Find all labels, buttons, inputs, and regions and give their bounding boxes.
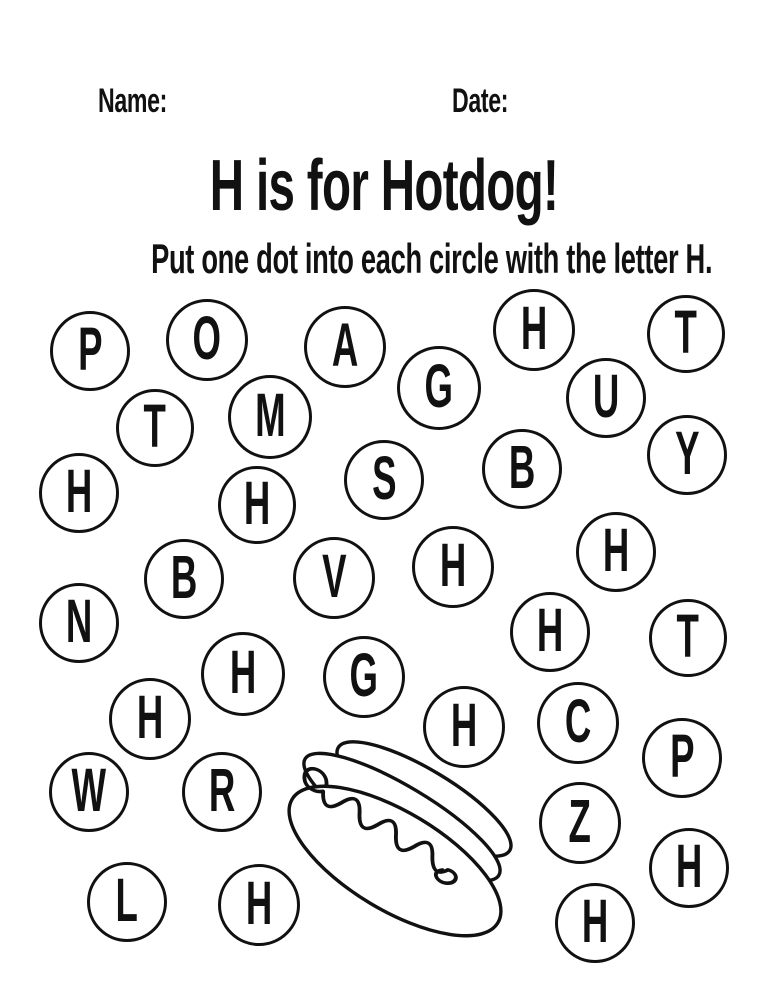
letter-circle[interactable] (539, 782, 621, 864)
letter-circle[interactable] (201, 632, 285, 716)
circle-letter: C (564, 686, 592, 755)
circle-letter: V (321, 541, 347, 610)
circle-letter: A (331, 310, 359, 379)
circle-letter: L (115, 865, 139, 934)
letter-circle[interactable] (510, 592, 590, 672)
letter-circle[interactable] (109, 678, 191, 760)
circle-letter: U (592, 361, 620, 430)
letter-circle[interactable] (293, 537, 375, 619)
circle-letter: O (192, 303, 222, 372)
letter-circle[interactable] (647, 415, 727, 495)
circle-letter: Z (568, 786, 592, 855)
circle-letter: H (243, 468, 271, 537)
letter-circle[interactable] (182, 752, 262, 832)
letter-circle[interactable] (647, 295, 725, 373)
circle-letter: H (581, 886, 609, 955)
letter-circle[interactable] (566, 358, 646, 438)
circle-letter: G (424, 351, 454, 420)
circle-letter: T (674, 297, 698, 366)
letter-circle[interactable] (649, 599, 727, 677)
circle-letter: P (669, 721, 695, 790)
date-label: Date: (452, 82, 509, 120)
letter-circle[interactable] (344, 440, 424, 520)
circle-letter: T (676, 601, 700, 670)
letter-circle[interactable] (555, 883, 635, 963)
letter-circle[interactable] (39, 453, 119, 533)
circle-letter: H (520, 293, 548, 362)
letter-circle[interactable] (642, 718, 722, 798)
page-title-text: H is for Hotdog! (209, 146, 559, 226)
circle-letter: H (450, 690, 478, 759)
letter-circle[interactable] (482, 429, 562, 509)
circle-letter: P (77, 314, 103, 383)
circle-letter: H (245, 868, 273, 937)
letter-circle[interactable] (166, 299, 248, 381)
circle-letter: S (371, 443, 397, 512)
letter-circle[interactable] (39, 583, 119, 663)
letter-circle[interactable] (49, 752, 129, 832)
circle-letter: Y (674, 418, 700, 487)
letter-circle[interactable] (537, 682, 619, 764)
circle-letter: H (136, 682, 164, 751)
circle-letter: G (349, 640, 379, 709)
circle-letter: B (170, 542, 198, 611)
letter-circle[interactable] (649, 828, 729, 908)
circle-letter: B (508, 432, 536, 501)
letter-circle[interactable] (304, 306, 386, 388)
hotdog-icon (276, 728, 528, 950)
letter-circle[interactable] (116, 389, 194, 467)
letter-circle[interactable] (412, 526, 494, 608)
circle-letter: H (229, 637, 257, 706)
letter-circle[interactable] (50, 311, 130, 391)
letter-circle[interactable] (576, 512, 656, 592)
circle-letter: H (439, 530, 467, 599)
letter-circle[interactable] (493, 289, 575, 371)
circle-letter: H (65, 456, 93, 525)
letter-circle[interactable] (218, 466, 296, 544)
circle-letter: M (254, 380, 286, 449)
circle-letter: T (143, 391, 167, 460)
letter-circle[interactable] (228, 375, 312, 459)
circle-letter: H (536, 595, 564, 664)
letter-circle[interactable] (87, 862, 167, 942)
circle-letter: W (71, 755, 107, 824)
page-title (0, 146, 768, 226)
circle-letter: H (602, 515, 630, 584)
circle-letter: H (675, 831, 703, 900)
circle-letter: R (208, 755, 236, 824)
instructions (0, 235, 768, 282)
letter-circle[interactable] (397, 346, 481, 430)
instructions-text: Put one dot into each circle with the letter H. (151, 235, 713, 282)
letter-circle[interactable] (144, 539, 224, 619)
name-label: Name: (98, 82, 167, 120)
circle-letter: N (65, 586, 93, 655)
letter-circle[interactable] (323, 636, 405, 718)
